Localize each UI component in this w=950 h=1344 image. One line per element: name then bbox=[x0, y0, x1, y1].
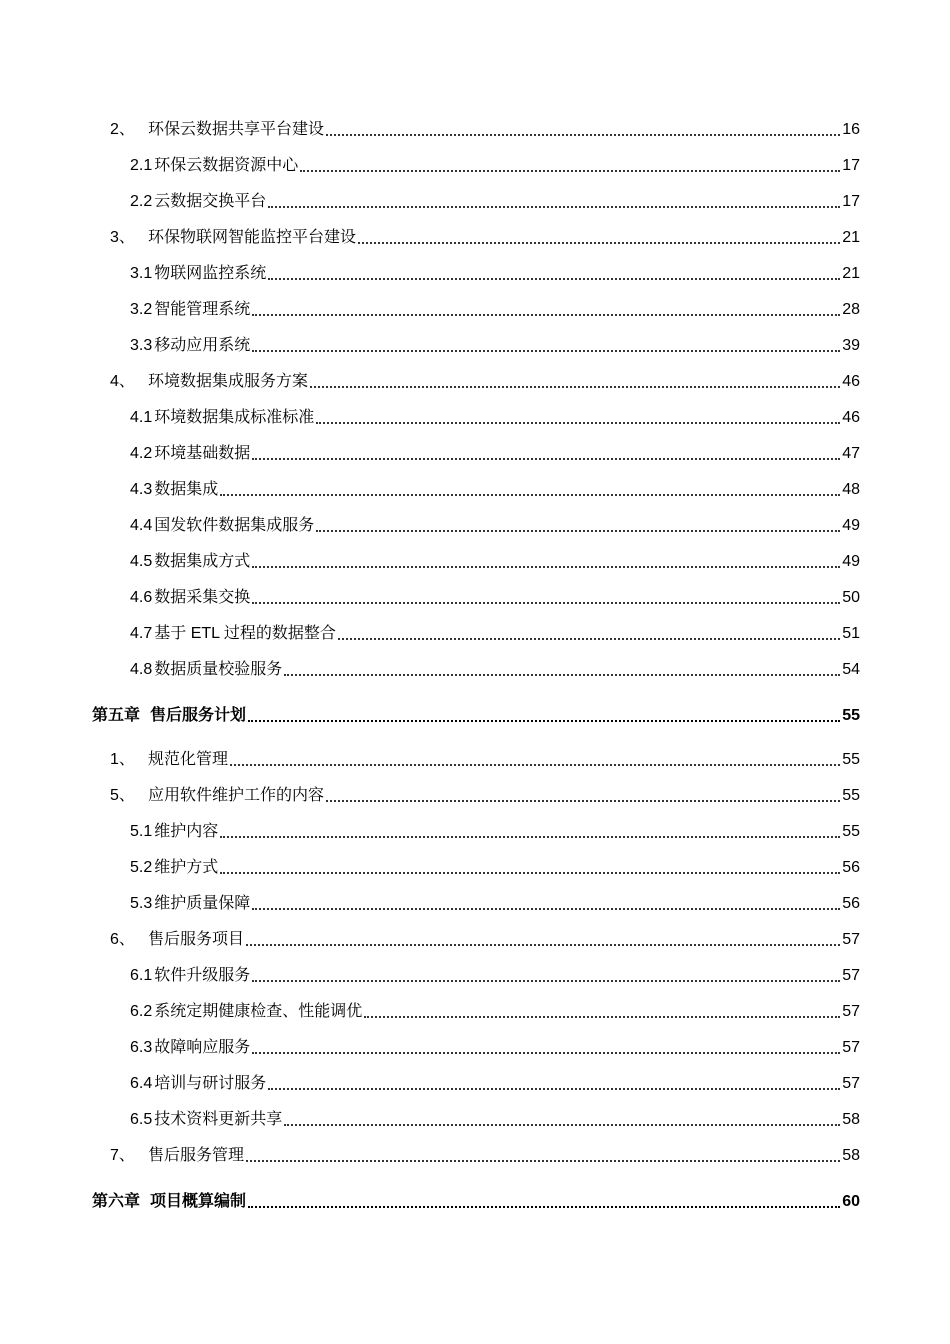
toc-entry-page-number: 46 bbox=[842, 373, 860, 390]
toc-entry[interactable] bbox=[130, 586, 860, 608]
dot-leader bbox=[252, 566, 840, 568]
toc-entry-page-number: 46 bbox=[842, 409, 860, 426]
toc-entry-page-number: 56 bbox=[842, 895, 860, 912]
toc-entry-page-number: 21 bbox=[842, 229, 860, 246]
toc-entry-title: 环保物联网智能监控平台建设 bbox=[148, 229, 357, 246]
toc-entry[interactable] bbox=[110, 748, 860, 770]
dot-leader bbox=[284, 674, 840, 676]
toc-entry[interactable] bbox=[130, 964, 860, 986]
toc-entry-page-number: 55 bbox=[842, 707, 860, 724]
toc-entry-number: 7、 bbox=[110, 1147, 135, 1164]
toc-entry-page-number: 58 bbox=[842, 1111, 860, 1128]
dot-leader bbox=[246, 1160, 840, 1162]
toc-entry-page-number: 51 bbox=[842, 625, 860, 642]
toc-entry[interactable] bbox=[130, 478, 860, 500]
toc-entry-number: 3.1 bbox=[130, 265, 153, 282]
toc-entry-title: 基于 ETL 过程的数据整合 bbox=[154, 625, 336, 642]
toc-entry-page-number: 48 bbox=[842, 481, 860, 498]
toc-entry-title: 软件升级服务 bbox=[154, 967, 251, 984]
toc-entry[interactable] bbox=[130, 1108, 860, 1130]
toc-entry[interactable] bbox=[130, 1000, 860, 1022]
dot-leader bbox=[252, 314, 840, 316]
toc-entry-number: 6.1 bbox=[130, 967, 153, 984]
toc-entry-number: 4.2 bbox=[130, 445, 153, 462]
toc-entry-page-number: 55 bbox=[842, 823, 860, 840]
toc-entry-title: 培训与研讨服务 bbox=[154, 1075, 267, 1092]
toc-entry-title: 售后服务计划 bbox=[150, 707, 247, 724]
dot-leader bbox=[248, 1206, 840, 1208]
toc-entry-number: 2.1 bbox=[130, 157, 153, 174]
toc-entry-number: 5.3 bbox=[130, 895, 153, 912]
toc-entry[interactable] bbox=[130, 190, 860, 212]
dot-leader bbox=[220, 872, 840, 874]
dot-leader bbox=[316, 422, 840, 424]
toc-entry-number: 4.7 bbox=[130, 625, 153, 642]
toc-entry-page-number: 39 bbox=[842, 337, 860, 354]
toc-entry-page-number: 57 bbox=[842, 1003, 860, 1020]
dot-leader bbox=[284, 1124, 840, 1126]
dot-leader bbox=[252, 1052, 840, 1054]
toc-entry-title: 维护内容 bbox=[154, 823, 219, 840]
toc-entry-title: 数据集成方式 bbox=[154, 553, 251, 570]
toc-entry-page-number: 17 bbox=[842, 157, 860, 174]
toc-entry-page-number: 57 bbox=[842, 1039, 860, 1056]
toc-entry[interactable] bbox=[130, 820, 860, 842]
toc-entry-number: 3.3 bbox=[130, 337, 153, 354]
toc-entry-page-number: 28 bbox=[842, 301, 860, 318]
dot-leader bbox=[252, 908, 840, 910]
toc-entry-title: 环境基础数据 bbox=[154, 445, 251, 462]
toc-entry-title: 规范化管理 bbox=[148, 751, 229, 768]
toc-entry-title: 物联网监控系统 bbox=[154, 265, 267, 282]
dot-leader bbox=[268, 206, 840, 208]
toc-entry-number: 5、 bbox=[110, 787, 135, 804]
toc-entry-number: 4.1 bbox=[130, 409, 153, 426]
toc-entry-number: 4.6 bbox=[130, 589, 153, 606]
toc-entry[interactable] bbox=[130, 622, 860, 644]
toc-entry-title: 故障响应服务 bbox=[154, 1039, 251, 1056]
toc-entry-title: 售后服务管理 bbox=[148, 1147, 245, 1164]
dot-leader bbox=[252, 602, 840, 604]
toc-entry-title: 智能管理系统 bbox=[154, 301, 251, 318]
toc-entry-number: 第五章 bbox=[92, 707, 141, 724]
toc-entry-page-number: 57 bbox=[842, 967, 860, 984]
toc-entry[interactable] bbox=[130, 514, 860, 536]
toc-entry-page-number: 50 bbox=[842, 589, 860, 606]
toc-entry-title: 环境数据集成标准标准 bbox=[154, 409, 315, 426]
toc-entry-page-number: 49 bbox=[842, 553, 860, 570]
toc-entry-number: 1、 bbox=[110, 751, 135, 768]
toc-entry-title: 环保云数据资源中心 bbox=[154, 157, 299, 174]
toc-entry-number: 4、 bbox=[110, 373, 135, 390]
toc-entry-title: 维护方式 bbox=[154, 859, 219, 876]
toc-entry[interactable] bbox=[110, 784, 860, 806]
toc-entry-number: 6.2 bbox=[130, 1003, 153, 1020]
toc-entry-title: 维护质量保障 bbox=[154, 895, 251, 912]
toc-entry-number: 5.2 bbox=[130, 859, 153, 876]
toc-entry[interactable] bbox=[130, 298, 860, 320]
dot-leader bbox=[268, 1088, 840, 1090]
toc-entry[interactable] bbox=[130, 262, 860, 284]
toc-entry-page-number: 21 bbox=[842, 265, 860, 282]
dot-leader bbox=[252, 980, 840, 982]
toc-entry[interactable] bbox=[92, 1190, 860, 1212]
toc-entry-title: 数据集成 bbox=[154, 481, 219, 498]
toc-entry-number: 6.3 bbox=[130, 1039, 153, 1056]
toc-entry-title: 云数据交换平台 bbox=[154, 193, 267, 210]
toc-entry-title: 移动应用系统 bbox=[154, 337, 251, 354]
toc-entry-page-number: 49 bbox=[842, 517, 860, 534]
toc-entry-page-number: 60 bbox=[842, 1193, 860, 1210]
toc-entry[interactable] bbox=[130, 550, 860, 572]
toc-entry[interactable] bbox=[130, 154, 860, 176]
toc-entry-title: 技术资料更新共享 bbox=[154, 1111, 283, 1128]
toc-entry-number: 6.5 bbox=[130, 1111, 153, 1128]
dot-leader bbox=[220, 494, 840, 496]
dot-leader bbox=[316, 530, 840, 532]
toc-entry-title: 国发软件数据集成服务 bbox=[154, 517, 315, 534]
toc-entry-title: 数据采集交换 bbox=[154, 589, 251, 606]
dot-leader bbox=[338, 638, 840, 640]
dot-leader bbox=[326, 134, 840, 136]
toc-entry-number: 6、 bbox=[110, 931, 135, 948]
toc-entry[interactable] bbox=[110, 1144, 860, 1166]
toc-entry-number: 5.1 bbox=[130, 823, 153, 840]
toc-entry[interactable] bbox=[110, 928, 860, 950]
toc-entry-number: 2、 bbox=[110, 121, 135, 138]
toc-entry[interactable] bbox=[130, 856, 860, 878]
toc-entry[interactable] bbox=[92, 704, 860, 726]
toc-entry-page-number: 54 bbox=[842, 661, 860, 678]
toc-entry-number: 4.5 bbox=[130, 553, 153, 570]
toc-entry-number: 3、 bbox=[110, 229, 135, 246]
toc-entry-title: 售后服务项目 bbox=[148, 931, 245, 948]
dot-leader bbox=[326, 800, 840, 802]
toc-entry-page-number: 16 bbox=[842, 121, 860, 138]
dot-leader bbox=[252, 458, 840, 460]
dot-leader bbox=[230, 764, 840, 766]
toc-entry-page-number: 57 bbox=[842, 931, 860, 948]
toc-entry[interactable] bbox=[110, 226, 860, 248]
toc-entry[interactable] bbox=[130, 1036, 860, 1058]
toc-entry-number: 4.3 bbox=[130, 481, 153, 498]
toc-entry[interactable] bbox=[110, 118, 860, 140]
dot-leader bbox=[300, 170, 840, 172]
dot-leader bbox=[252, 350, 840, 352]
dot-leader bbox=[248, 720, 840, 722]
toc-entry-number: 4.4 bbox=[130, 517, 153, 534]
toc-entry[interactable] bbox=[130, 892, 860, 914]
dot-leader bbox=[246, 944, 840, 946]
toc-entry-page-number: 47 bbox=[842, 445, 860, 462]
toc-entry-title: 应用软件维护工作的内容 bbox=[148, 787, 325, 804]
toc-entry-page-number: 17 bbox=[842, 193, 860, 210]
toc-entry-number: 3.2 bbox=[130, 301, 153, 318]
dot-leader bbox=[310, 386, 840, 388]
toc-entry-page-number: 56 bbox=[842, 859, 860, 876]
toc-entry[interactable] bbox=[130, 442, 860, 464]
toc-entry-number: 2.2 bbox=[130, 193, 153, 210]
dot-leader bbox=[358, 242, 840, 244]
toc-entry[interactable] bbox=[130, 334, 860, 356]
toc-entry[interactable] bbox=[130, 658, 860, 680]
toc-entry-title: 环境数据集成服务方案 bbox=[148, 373, 309, 390]
toc-entry-page-number: 57 bbox=[842, 1075, 860, 1092]
toc-entry-page-number: 55 bbox=[842, 787, 860, 804]
toc-entry-title: 数据质量校验服务 bbox=[154, 661, 283, 678]
toc-entry[interactable] bbox=[110, 370, 860, 392]
toc-entry-number: 4.8 bbox=[130, 661, 153, 678]
dot-leader bbox=[220, 836, 840, 838]
dot-leader bbox=[268, 278, 840, 280]
toc-entry-title: 项目概算编制 bbox=[150, 1193, 247, 1210]
toc-entry-number: 6.4 bbox=[130, 1075, 153, 1092]
toc-entry[interactable] bbox=[130, 1072, 860, 1094]
toc-entry-number: 第六章 bbox=[92, 1193, 141, 1210]
toc-entry-page-number: 55 bbox=[842, 751, 860, 768]
toc-entry-title: 系统定期健康检查、性能调优 bbox=[154, 1003, 363, 1020]
dot-leader bbox=[364, 1016, 840, 1018]
toc-entry-page-number: 58 bbox=[842, 1147, 860, 1164]
toc-entry-title: 环保云数据共享平台建设 bbox=[148, 121, 325, 138]
toc-entry[interactable] bbox=[130, 406, 860, 428]
